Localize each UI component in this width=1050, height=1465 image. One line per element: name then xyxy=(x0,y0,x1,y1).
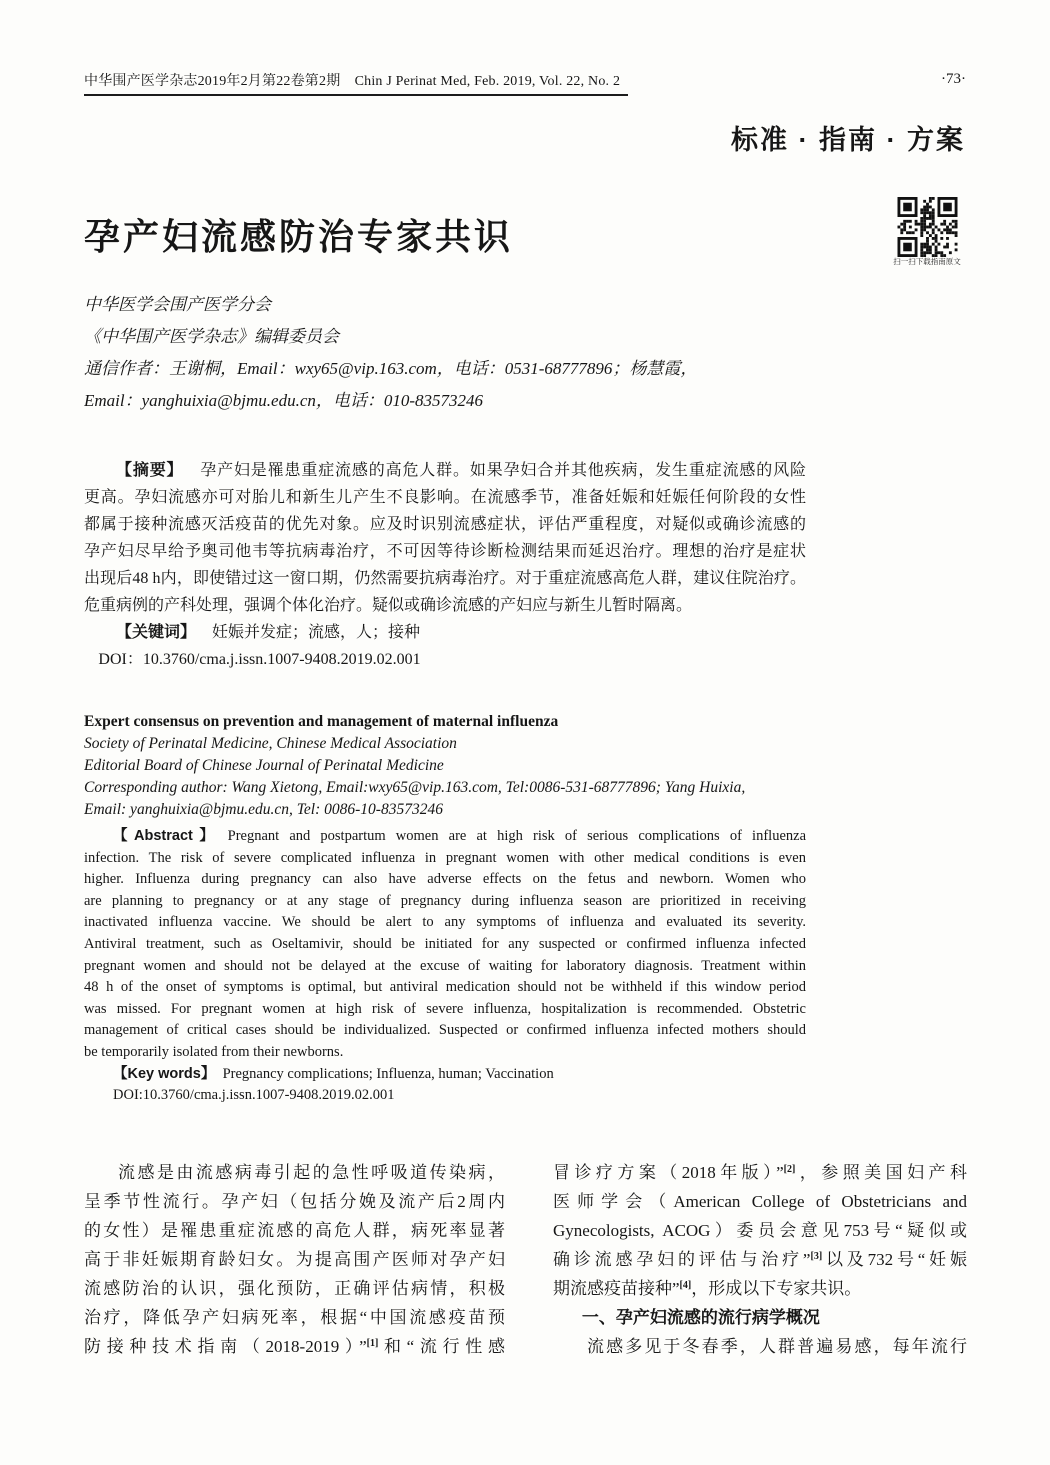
keywords-label: 【关键词】 xyxy=(116,624,197,641)
body-text-line: 冒诊疗方案（2018年版）”[2]，参照美国妇产科 xyxy=(553,1163,967,1182)
section-heading: 一、孕产妇流感的流行病学概况 xyxy=(581,1308,820,1327)
abstract-line: 孕产妇尽早给予奥司他韦等抗病毒治疗，不可因等待诊断检测结果而延迟治疗。理想的治疗是症状 xyxy=(84,543,806,560)
body-text-line: 治疗，降低孕产妇病死率，根据“中国流感疫苗预 xyxy=(84,1308,505,1327)
english-abstract xyxy=(84,826,806,1107)
abstract-line: 【摘要】 孕产妇是罹患重症流感的高危人群。如果孕妇合并其他疾病，发生重症流感的风险 xyxy=(116,462,806,479)
abstract-label: 【Abstract】 xyxy=(113,828,221,844)
body-text-line: 流感多见于冬春季，人群普遍易感，每年流行 xyxy=(587,1337,967,1356)
english-title: Expert consensus on prevention and management of maternal influenza xyxy=(84,713,559,730)
keywords-line: 【关键词】 妊娠并发症；流感，人；接种 xyxy=(116,624,421,641)
abstract-line: pregnant women and should not be delayed at the excuse of waiting for laboratory diagnosis. Treatment within xyxy=(84,957,806,974)
english-corresponding-line: Email: yanghuixia@bjmu.edu.cn, Tel: 0086-10-83573246 xyxy=(84,801,443,818)
keywords-label: 【Key words】 xyxy=(113,1065,216,1082)
english-corresponding-line: Corresponding author: Wang Xietong, Email:wxy65@vip.163.com, Tel:0086-531-68777896; Yang Huixia, xyxy=(84,779,746,796)
abstract-line: 【Abstract】 Pregnant and postpartum women are at high risk of serious complications of influenza xyxy=(113,828,806,844)
abstract-line: higher. Influenza during pregnancy can also have adverse effects on the fetus and newborn. Women who xyxy=(84,871,806,888)
body-text-line: 确诊流感孕妇的评估与治疗”[3]以及732号“妊娠 xyxy=(553,1250,967,1269)
qr-caption: 扫一扫下载指南原文 xyxy=(893,257,961,266)
reference-marker: [3] xyxy=(810,1251,823,1262)
doi-line: DOI：10.3760/cma.j.issn.1007-9408.2019.02.001 xyxy=(98,651,421,668)
keywords-line: 【Key words】 Pregnancy complications; Influenza, human; Vaccination xyxy=(113,1065,554,1082)
body-left-column xyxy=(84,1158,505,1361)
author-block xyxy=(84,289,844,417)
abstract-line: 出现后48 h内，即使错过这一窗口期，仍然需要抗病毒治疗。对于重症流感高危人群，建议住院治疗。 xyxy=(84,570,806,587)
abstract-line: infection. The risk of severe complicated influenza in pregnant women with other medical conditions is even xyxy=(84,849,806,866)
reference-marker: [2] xyxy=(783,1164,796,1175)
abstract-line: Antiviral treatment, such as Oseltamivir, should be initiated for any suspected or confirmed influenza infected xyxy=(84,935,806,952)
body-text-line: 医师学会（American College of Obstetricians and xyxy=(553,1192,967,1211)
reference-marker: [1] xyxy=(366,1338,379,1349)
english-affiliation-line: Editorial Board of Chinese Journal of Perinatal Medicine xyxy=(84,757,444,774)
body-text-line: 流感是由流感病毒引起的急性呼吸道传染病， xyxy=(118,1163,505,1182)
qr-code-block xyxy=(892,197,962,267)
body-text-line: 流感防治的认识，强化预防，正确评估病情，积极 xyxy=(84,1279,505,1298)
abstract-line: management of critical cases should be individualized. Suspected or confirmed influenza infected mothers should xyxy=(84,1022,806,1039)
abstract-line: 更高。孕妇流感亦可对胎儿和新生儿产生不良影响。在流感季节，准备妊娠和妊娠任何阶段的女性 xyxy=(84,489,806,506)
article-title: 孕产妇流感防治专家共识 xyxy=(84,216,514,258)
abstract-line: was missed. For pregnant women at high risk of severe influenza, hospitalization is recommended. Obstetric xyxy=(84,1000,806,1017)
body-text-line: 呈季节性流行。孕产妇（包括分娩及流产后2周内 xyxy=(84,1192,505,1211)
affiliation-line: 《中华围产医学杂志》编辑委员会 xyxy=(84,327,339,346)
body-right-column xyxy=(553,1158,967,1361)
abstract-line: be temporarily isolated from their newborns. xyxy=(84,1043,344,1060)
english-header xyxy=(84,711,884,821)
corresponding-author-line: Email：yanghuixia@bjmu.edu.cn，电话：010-83573246 xyxy=(84,391,484,410)
body-text-line: 防接种技术指南（2018-2019）”[1]和“流行性感 xyxy=(84,1337,505,1356)
abstract-label: 【摘要】 xyxy=(116,462,184,479)
abstract-line: inactivated influenza vaccine. We should be alert to any symptoms of influenza and evaluated its severity. xyxy=(84,914,806,931)
doi-line: DOI:10.3760/cma.j.issn.1007-9408.2019.02.001 xyxy=(113,1087,395,1104)
journal-header: 中华围产医学杂志2019年2月第22卷第2期 Chin J Perinat Med, Feb. 2019, Vol. 22, No. 2 xyxy=(84,70,628,96)
section-label: 标准 · 指南 · 方案 xyxy=(731,125,965,155)
body-text-line: 的女性）是罹患重症流感的高危人群，病死率显著 xyxy=(84,1221,505,1240)
qr-code xyxy=(896,197,959,257)
running-head xyxy=(84,70,966,96)
reference-marker: [4] xyxy=(679,1280,692,1291)
abstract-line: 都属于接种流感灭活疫苗的优先对象。应及时识别流感症状，评估严重程度，对疑似或确诊流感的 xyxy=(84,516,806,533)
abstract-line: 危重病例的产科处理，强调个体化治疗。疑似或确诊流感的产妇应与新生儿暂时隔离。 xyxy=(84,597,693,614)
chinese-abstract xyxy=(84,457,806,673)
abstract-line: 48 h of the onset of symptoms is optimal, but antiviral medication should not be withheld if this window period xyxy=(84,979,806,996)
page-number: ·73· xyxy=(941,71,966,87)
english-affiliation-line: Society of Perinatal Medicine, Chinese Medical Association xyxy=(84,735,457,752)
abstract-line: are planning to pregnancy or at any stage of pregnancy during influenza season are prioritized in receiving xyxy=(84,892,806,909)
body-text-line: 高于非妊娠期育龄妇女。为提高围产医师对孕产妇 xyxy=(84,1250,505,1269)
body-text-line: 期流感疫苗接种”[4]，形成以下专家共识。 xyxy=(553,1279,862,1298)
corresponding-author-line: 通信作者：王谢桐，Email：wxy65@vip.163.com，电话：0531-68777896；杨慧霞， xyxy=(84,359,698,378)
body-text-line: Gynecologists, ACOG）委员会意见753号“疑似或 xyxy=(553,1221,967,1240)
affiliation-line: 中华医学会围产医学分会 xyxy=(84,295,271,314)
